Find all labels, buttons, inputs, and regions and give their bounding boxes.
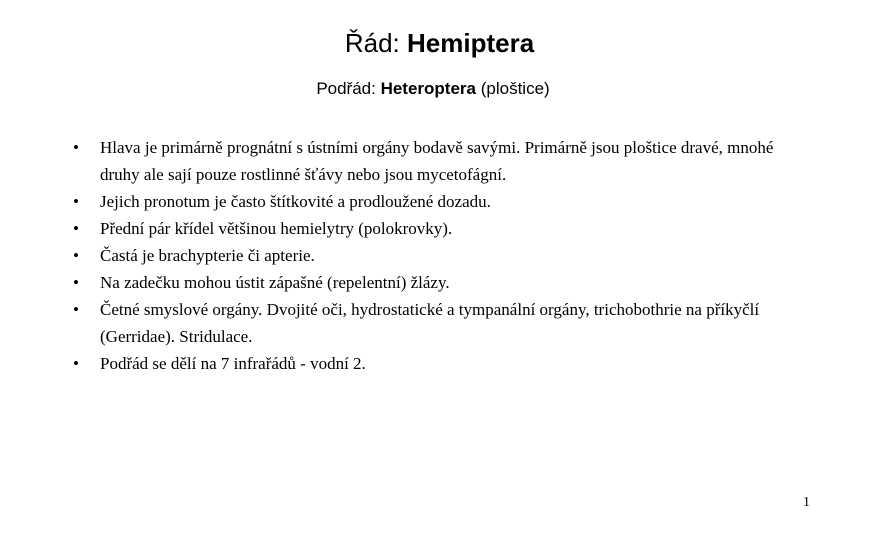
slide-subtitle: [0, 77, 866, 101]
title-prefix: Řád:: [344, 28, 407, 58]
bullet-list: [70, 134, 810, 377]
bullet-text: Častá je brachypterie či apterie.: [100, 246, 315, 265]
bullet-item: [70, 215, 810, 242]
subtitle-suborder-name: Heteroptera: [380, 79, 476, 98]
subtitle-suffix: (ploštice): [476, 79, 550, 98]
bullet-item: [70, 134, 810, 188]
bullet-dot: •: [73, 138, 79, 157]
bullet-dot: •: [73, 273, 79, 292]
bullet-dot: •: [73, 246, 79, 265]
subtitle-prefix: Podřád:: [316, 79, 381, 98]
bullet-item: [70, 188, 810, 215]
bullet-dot: •: [73, 219, 79, 238]
slide-title: [0, 26, 879, 60]
bullet-item: [70, 350, 810, 377]
bullet-item: [70, 269, 810, 296]
bullet-text: Hlava je primárně prognátní s ústními orgány bodavě savými. Primárně jsou ploštice dravé, mnohé druhy ale sají pouze rostlinné šťávy nebo jsou mycetofágní.: [100, 138, 774, 184]
page-number: 1: [803, 495, 810, 510]
bullet-text: Podřád se dělí na 7 infrařádů - vodní 2.: [100, 354, 366, 373]
bullet-text: Na zadečku mohou ústit zápašné (repelentní) žlázy.: [100, 273, 450, 292]
bullet-text: Přední pár křídel většinou hemielytry (polokrovky).: [100, 219, 453, 238]
bullet-item: [70, 242, 810, 269]
bullet-text: Četné smyslové orgány. Dvojité oči, hydrostatické a tympanální orgány, trichobothrie na příkyčlí (Gerridae). Stridulace.: [100, 300, 760, 346]
bullet-dot: •: [73, 300, 79, 319]
bullet-item: [70, 296, 810, 350]
bullet-text: Jejich pronotum je často štítkovité a prodloužené dozadu.: [100, 192, 491, 211]
bullet-dot: •: [73, 354, 79, 373]
bullet-dot: •: [73, 192, 79, 211]
title-order-name: Hemiptera: [407, 28, 535, 58]
